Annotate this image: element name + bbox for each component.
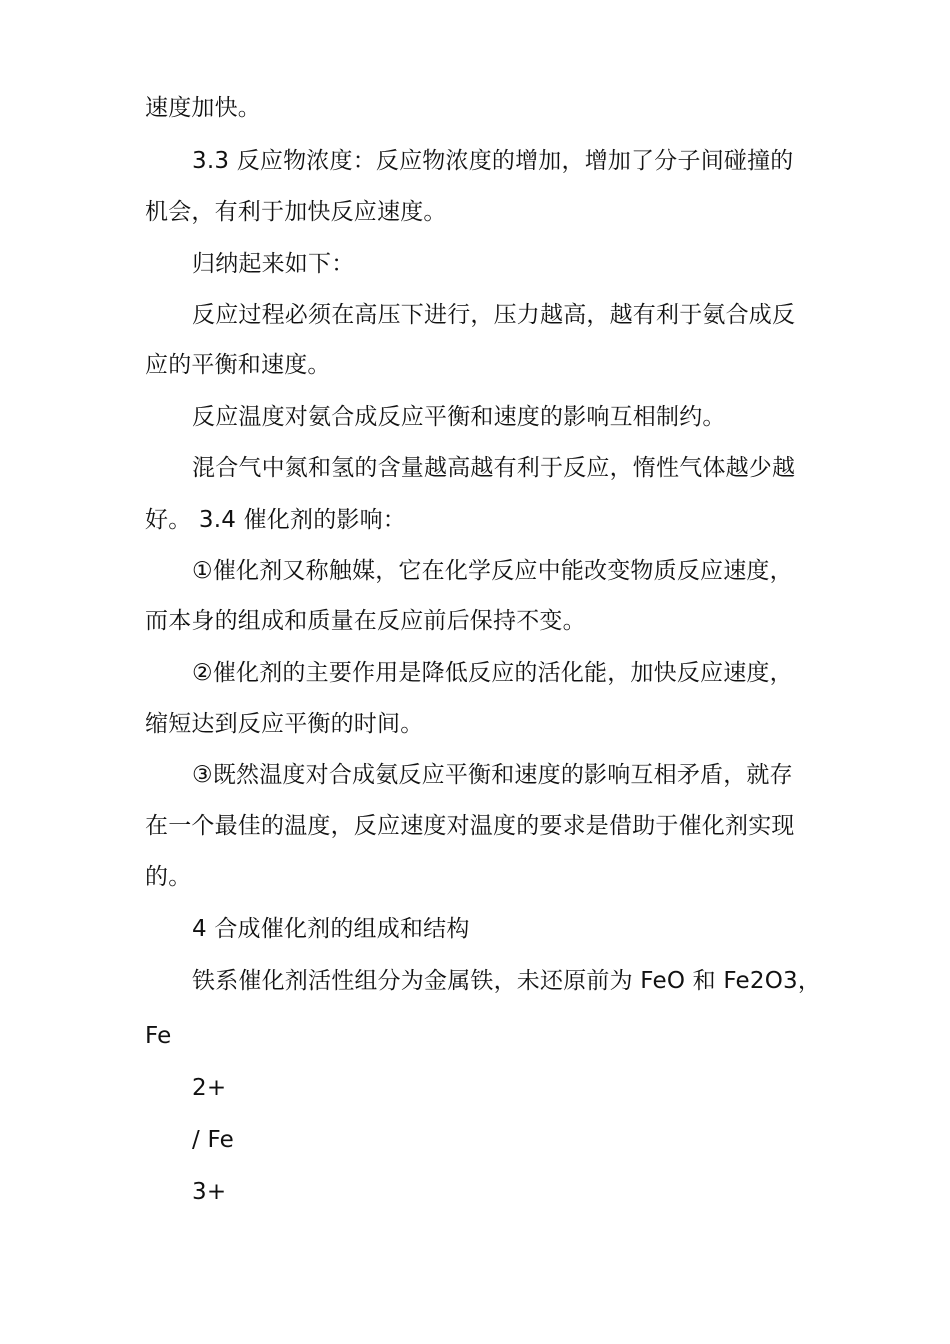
text-line: 2+ bbox=[192, 1075, 227, 1101]
text-line: ②催化剂的主要作用是降低反应的活化能，加快反应速度， bbox=[192, 660, 793, 686]
text-line: 铁系催化剂活性组分为金属铁，未还原前为 FeO 和 Fe2O3， bbox=[192, 968, 822, 994]
text-line: 速度加快。 bbox=[145, 95, 261, 121]
text-line: 在一个最佳的温度，反应速度对温度的要求是借助于催化剂实现 bbox=[145, 813, 795, 839]
text-line: 缩短达到反应平衡的时间。 bbox=[145, 711, 424, 737]
text-line: ③既然温度对合成氨反应平衡和速度的影响互相矛盾，就存 bbox=[192, 762, 793, 788]
text-line: 3+ bbox=[192, 1179, 227, 1205]
text-line: 而本身的组成和质量在反应前后保持不变。 bbox=[145, 608, 586, 634]
section-heading: 4 合成催化剂的组成和结构 bbox=[192, 916, 470, 942]
text-line: 3.3 反应物浓度：反应物浓度的增加，增加了分子间碰撞的 bbox=[192, 148, 794, 174]
text-line: 反应过程必须在高压下进行，压力越高，越有利于氨合成反 bbox=[192, 302, 796, 328]
text-line: 反应温度对氨合成反应平衡和速度的影响互相制约。 bbox=[192, 404, 726, 430]
text-line: 机会，有利于加快反应速度。 bbox=[145, 199, 447, 225]
text-line: ①催化剂又称触媒，它在化学反应中能改变物质反应速度， bbox=[192, 558, 793, 584]
text-line: 的。 bbox=[145, 864, 192, 890]
text-line: 好。 3.4 催化剂的影响： bbox=[145, 507, 406, 533]
text-line: 混合气中氮和氢的含量越高越有利于反应，惰性气体越少越 bbox=[192, 455, 796, 481]
text-line: 应的平衡和速度。 bbox=[145, 352, 331, 378]
text-line: 归纳起来如下： bbox=[192, 251, 355, 277]
text-line: / Fe bbox=[192, 1127, 234, 1153]
text-line: Fe bbox=[145, 1023, 172, 1049]
